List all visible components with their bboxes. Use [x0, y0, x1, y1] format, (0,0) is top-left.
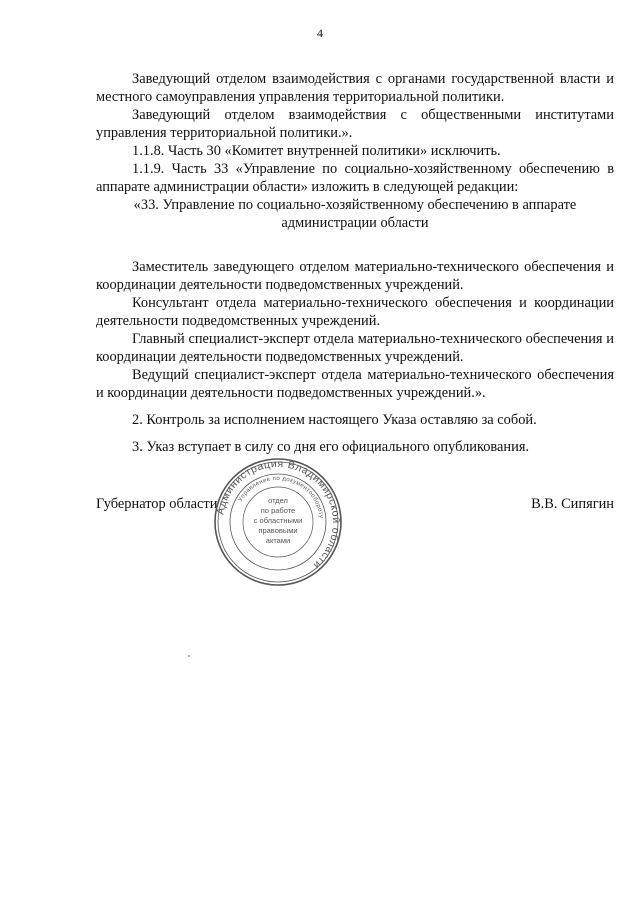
position-1: Заместитель заведующего отделом материально-технического обеспечения и координации деятельности подведомственных учреждений. [96, 259, 614, 293]
spacer [96, 402, 614, 411]
stamp-seal-icon [212, 456, 344, 588]
stamp-center-line-2: по работе [260, 506, 296, 515]
paragraph-3: 1.1.8. Часть 30 «Комитет внутренней политики» исключить. [132, 143, 501, 159]
stamp-center-line-5: актами [265, 536, 291, 545]
stamp-center-line-4: правовыми [258, 526, 298, 535]
stamp-center-line-3: с областными [253, 516, 303, 525]
signatory-name: В.В. Сипягин [531, 496, 614, 512]
scan-speck [188, 655, 190, 657]
signatory-title: Губернатор области [96, 496, 218, 512]
section-heading: «33. Управление по социально-хозяйственному обеспечению в аппарате администрации области [133, 197, 577, 231]
page-number: 4 [317, 26, 323, 40]
stamp-center-line-1: отдел [268, 496, 288, 505]
spacer [96, 429, 614, 438]
position-3: Главный специалист-эксперт отдела материально-технического обеспечения и координации деятельности подведомственных учреждений. [96, 331, 614, 365]
document-body [96, 70, 614, 456]
paragraph-2: Заведующий отделом взаимодействия с общественными институтами управления территориальной политики.». [96, 107, 614, 141]
stamp-outer-text: Администрация Владимирской области [214, 457, 343, 572]
clause-2: 2. Контроль за исполнением настоящего Указа оставляю за собой. [132, 412, 537, 428]
position-4: Ведущий специалист-эксперт отдела материально-технического обеспечения и координации деятельности подведомственных учреждений.». [96, 367, 614, 401]
position-2: Консультант отдела материально-технического обеспечения и координации деятельности подведомственных учреждений. [96, 295, 614, 329]
paragraph-4: 1.1.9. Часть 33 «Управление по социально-хозяйственному обеспечению в аппарате администрации области» изложить в следующей редакции: [96, 161, 614, 195]
signature-block [96, 496, 614, 516]
spacer [96, 232, 614, 258]
official-stamp [212, 456, 344, 588]
stamp-inner-text: Управление по документообороту [237, 475, 324, 519]
paragraph-1: Заведующий отделом взаимодействия с органами государственной власти и местного самоуправления управления территориальной политики. [96, 71, 614, 105]
clause-3: 3. Указ вступает в силу со дня его официального опубликования. [132, 439, 530, 455]
